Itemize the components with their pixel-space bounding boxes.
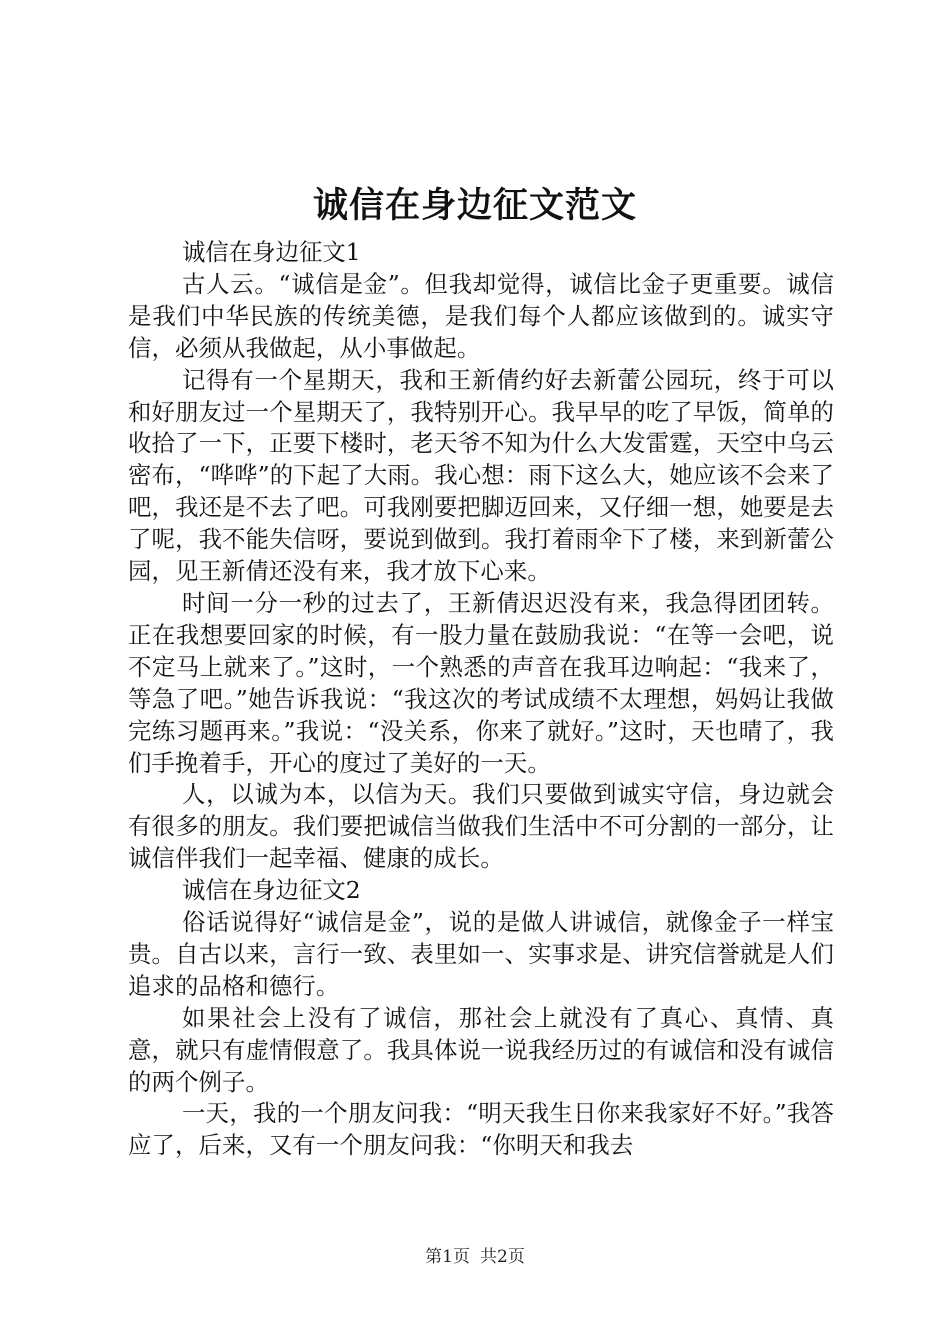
paragraph: 人，以诚为本，以信为天。我们只要做到诚实守信，身边就会有很多的朋友。我们要把诚信当做我们生活中不可分割的一部分，让诚信伴我们一起幸福、健康的成长。 (128, 780, 834, 873)
paragraph: 记得有一个星期天，我和王新倩约好去新蕾公园玩，终于可以和好朋友过一个星期天了，我特别开心。我早早的吃了早饭，简单的收拾了一下，正要下楼时，老天爷不知为什么大发雷霆，天空中乌云密布，“哗哗”的下起了大雨。我心想：雨下这么大，她应该不会来了吧，我还是不去了吧。可我刚要把脚迈回来，又仔细一想，她要是去了呢，我不能失信呀，要说到做到。我打着雨伞下了楼，来到新蕾公园，见王新倩还没有来，我才放下心来。 (128, 365, 834, 586)
document-title: 诚信在身边征文范文 (312, 185, 637, 226)
page-footer (0, 1245, 950, 1269)
paragraph: 一天，我的一个朋友问我：“明天我生日你来我家好不好。”我答应了，后来，又有一个朋友问我：“你明天和我去 (128, 1099, 834, 1160)
page-number: 第1页 (425, 1247, 470, 1267)
section-heading-2: 诚信在身边征文2 (182, 876, 361, 905)
paragraph: 俗话说得好“诚信是金”，说的是做人讲诚信，就像金子一样宝贵。自古以来，言行一致、表里如一、实事求是、讲究信誉就是人们追求的品格和德行。 (128, 908, 834, 1000)
paragraph: 古人云。“诚信是金”。但我却觉得，诚信比金子更重要。诚信是我们中华民族的传统美德，是我们每个人都应该做到的。诚实守信，必须从我做起，从小事做起。 (128, 269, 834, 362)
section-heading-1: 诚信在身边征文1 (182, 238, 361, 266)
document-body (128, 237, 834, 1162)
paragraph: 如果社会上没有了诚信，那社会上就没有了真心、真情、真意，就只有虚情假意了。我具体说一说我经历过的有诚信和没有诚信的两个例子。 (128, 1003, 834, 1096)
paragraph: 时间一分一秒的过去了，王新倩迟迟没有来，我急得团团转。正在我想要回家的时候，有一股力量在鼓励我说：“在等一会吧，说不定马上就来了。”这时，一个熟悉的声音在我耳边响起：“我来了，等急了吧。”她告诉我说：“我这次的考试成绩不太理想，妈妈让我做完练习题再来。”我说：“没关系，你来了就好。”这时，天也晴了，我们手挽着手，开心的度过了美好的一天。 (128, 588, 834, 777)
page-total: 共2页 (480, 1247, 525, 1267)
